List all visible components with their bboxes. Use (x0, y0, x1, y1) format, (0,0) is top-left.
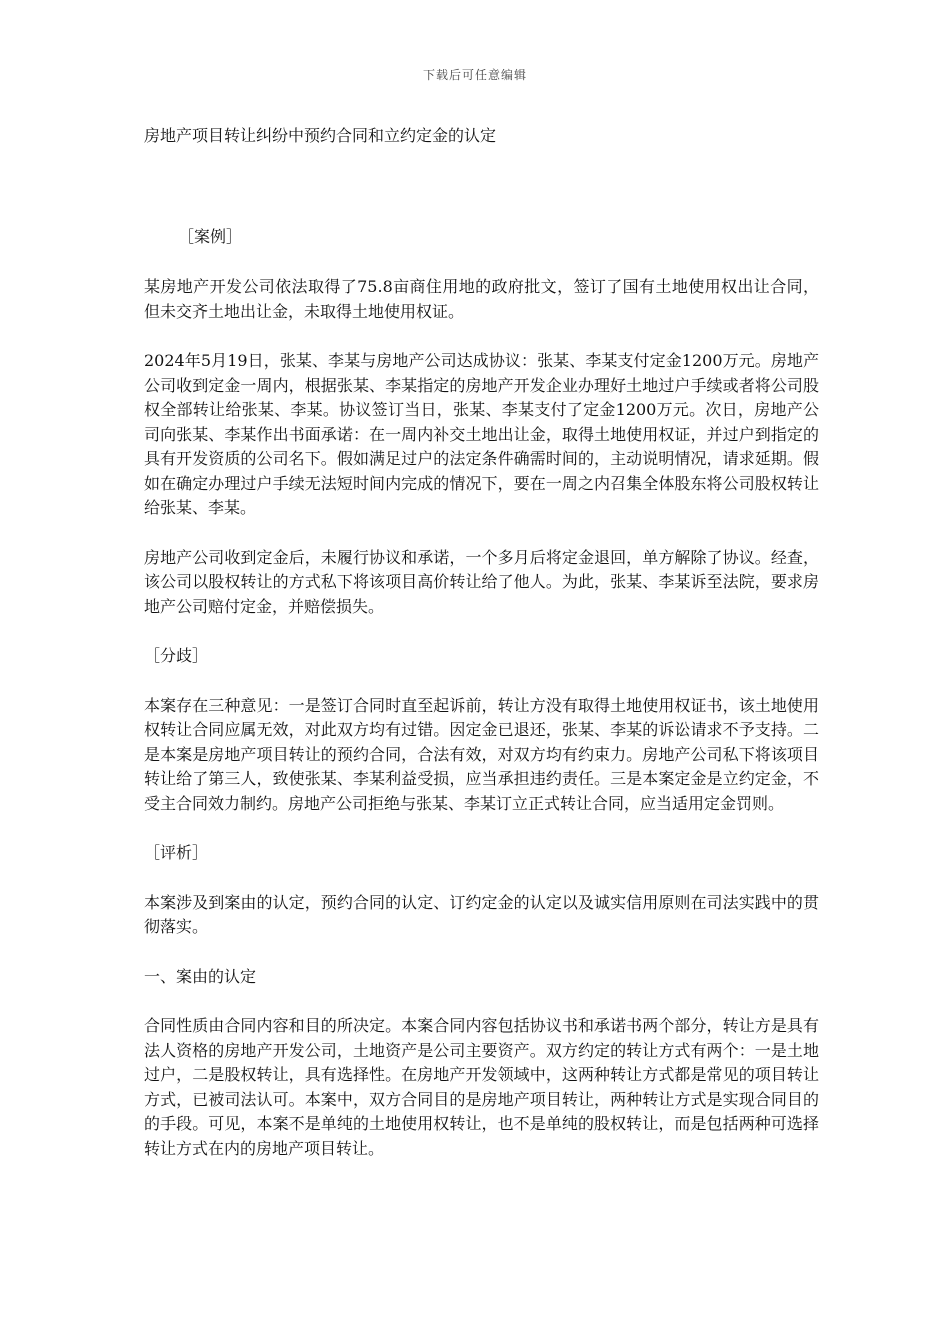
header-note: 下载后可任意编辑 (422, 68, 527, 82)
paragraph-background: 某房地产开发公司依法取得了75.8亩商住用地的政府批文，签订了国有土地使用权出让合同，但未交齐土地出让金，未取得土地使用权证。 (144, 277, 819, 321)
document-body (144, 124, 819, 1186)
section-heading-1: 一、案由的认定 (144, 966, 257, 986)
paragraph-opinions: 本案存在三种意见：一是签订合同时直至起诉前，转让方没有取得土地使用权证书，该土地使用权转让合同应属无效，对此双方均有过错。因定金已退还，张某、李某的诉讼请求不予支持。二是本案是房地产项目转让的预约合同，合法有效，对双方均有约束力。房地产公司私下将该项目转让给了第三人，致使张某、李某利益受损，应当承担违约责任。三是本案定金是立约定金，不受主合同效力制约。房地产公司拒绝与张某、李某订立正式转让合同，应当适用定金罚则。 (144, 695, 819, 813)
document-title: 房地产项目转让纠纷中预约合同和立约定金的认定 (144, 126, 497, 145)
analysis-label: ［评析］ (144, 843, 209, 862)
paragraph-agreement: 2024年5月19日，张某、李某与房地产公司达成协议：张某、李某支付定金1200万元。房地产公司收到定金一周内，根据张某、李某指定的房地产开发企业办理好土地过户手续或者将公司股权全部转让给张某、李某。协议签订当日，张某、李某支付了定金1200万元。次日，房地产公司向张某、李某作出书面承诺：在一周内补交土地出让金，取得土地使用权证，并过户到指定的具有开发资质的公司名下。假如满足过户的法定条件确需时间的，主动说明情况，请求延期。假如在确定办理过户手续无法短时间内完成的情况下，要在一周之内召集全体股东将公司股权转让给张某、李某。 (144, 351, 819, 517)
paragraph-analysis-intro: 本案涉及到案由的认定，预约合同的认定、订约定金的认定以及诚实信用原则在司法实践中的贯彻落实。 (144, 892, 819, 936)
paragraph-case-nature: 合同性质由合同内容和目的所决定。本案合同内容包括协议书和承诺书两个部分，转让方是具有法人资格的房地产开发公司，土地资产是公司主要资产。双方约定的转让方式有两个：一是土地过户，二是股权转让，具有选择性。在房地产开发领域中，这两种转让方式都是常见的项目转让方式，已被司法认可。本案中，双方合同目的是房地产项目转让，两种转让方式是实现合同目的的手段。可见，本案不是单纯的土地使用权转让，也不是单纯的股权转让，而是包括两种可选择转让方式在内的房地产项目转让。 (144, 1016, 819, 1158)
case-label: ［案例］ (178, 226, 243, 246)
dispute-label: ［分歧］ (144, 646, 209, 665)
paragraph-breach: 房地产公司收到定金后，未履行协议和承诺，一个多月后将定金退回，单方解除了协议。经查，该公司以股权转让的方式私下将该项目高价转让给了他人。为此，张某、李某诉至法院，要求房地产公司赔付定金，并赔偿损失。 (144, 547, 819, 616)
